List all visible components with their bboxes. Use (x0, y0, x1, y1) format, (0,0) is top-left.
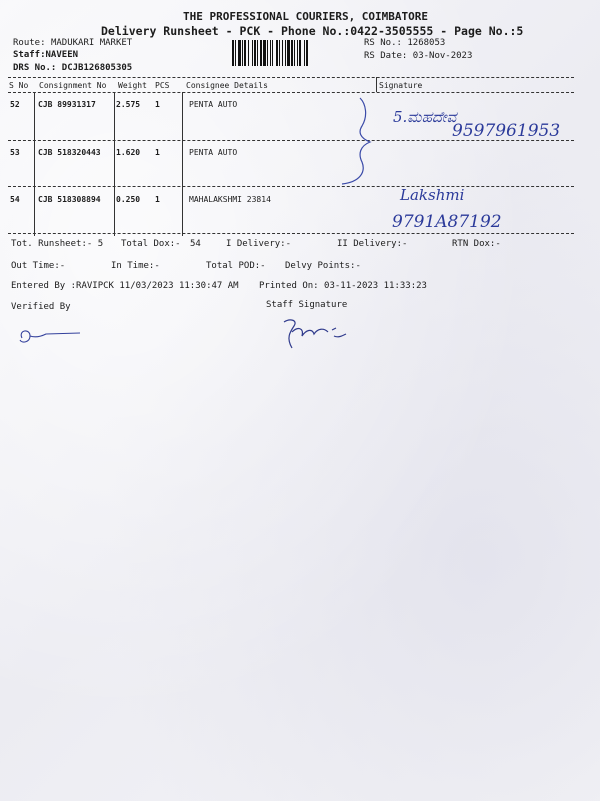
col-divider-2 (114, 92, 115, 236)
ii-delivery: II Delivery:- (337, 239, 408, 249)
row-sno: 52 (10, 100, 20, 109)
drs-label: DRS No.: (13, 63, 57, 73)
col-divider-3 (182, 92, 183, 236)
row-weight: 1.620 (116, 148, 141, 157)
verified-by: Verified By (11, 302, 71, 312)
rs-date-label: RS Date: (364, 51, 408, 61)
out-time: Out Time:- (11, 261, 66, 271)
row-consignment: CJB 518308894 (38, 195, 101, 204)
table-top-rule (8, 77, 574, 78)
signature-1-text: 5.ಮಹದೇವ (393, 108, 457, 126)
col-consignee: Consignee Details (186, 81, 268, 90)
rtn-dox: RTN Dox:- (452, 239, 501, 249)
col-consignment: Consignment No (39, 81, 107, 90)
row-consignee: PENTA AUTO (189, 148, 238, 157)
row-consignee: MAHALAKSHMI 23814 (189, 195, 271, 204)
row-sno: 54 (10, 195, 20, 204)
verifier-signature (16, 324, 86, 348)
route-label: Route: (13, 38, 46, 48)
row-consignee: PENTA AUTO (189, 100, 238, 109)
staff-line (13, 50, 78, 60)
tot-runsheet: Tot. Runsheet:- 5 (11, 239, 104, 249)
row-sno: 53 (10, 148, 20, 157)
staff-value: NAVEEN (45, 50, 79, 60)
col-sno: S No (9, 81, 29, 90)
rs-no-label: RS No.: (364, 38, 402, 48)
table-header-rule (8, 92, 574, 93)
barcode-image (232, 40, 358, 66)
rs-no-line (364, 38, 445, 48)
row-rule (8, 186, 574, 187)
signature-2-phone: 9791A87192 (392, 212, 502, 232)
rs-date-value: 03-Nov-2023 (412, 51, 473, 61)
col-signature: Signature (379, 81, 423, 90)
company-title: THE PROFESSIONAL COURIERS, COIMBATORE (183, 10, 429, 23)
entered-by: Entered By :RAVIPCK 11/03/2023 11:30:47 AM (11, 281, 239, 291)
row-consignment: CJB 518320443 (38, 148, 101, 157)
rs-date-line (364, 51, 472, 61)
row-weight: 0.250 (116, 195, 141, 204)
signature-2-text: Lakshmi (400, 186, 465, 204)
delvy-points: Delvy Points:- (285, 261, 361, 271)
printed-on: Printed On: 03-11-2023 11:33:23 (259, 281, 427, 291)
total-dox-label: Total Dox:- (121, 239, 181, 249)
drs-value: DCJB126805305 (61, 63, 133, 73)
signature-col-divider (376, 77, 377, 92)
row-pcs: 1 (155, 195, 160, 204)
table-bottom-rule (8, 233, 574, 234)
staff-signature-mark (276, 314, 354, 354)
row-consignment: CJB 89931317 (38, 100, 96, 109)
drs-line (13, 63, 132, 73)
row-pcs: 1 (155, 148, 160, 157)
route-line (13, 38, 132, 48)
signature-1-phone: 9597961953 (452, 121, 561, 141)
staff-signature-label: Staff Signature (266, 300, 348, 310)
total-dox-value: 54 (190, 239, 201, 249)
handwritten-bracket (330, 96, 376, 188)
in-time: In Time:- (111, 261, 160, 271)
i-delivery: I Delivery:- (226, 239, 292, 249)
rs-no-value: 1268053 (407, 38, 446, 48)
col-divider-1 (34, 92, 35, 236)
row-weight: 2.575 (116, 100, 141, 109)
total-pod: Total POD:- (206, 261, 266, 271)
route-value: MADUKARI MARKET (50, 38, 133, 48)
runsheet-subtitle: Delivery Runsheet - PCK - Phone No.:0422-3505555 - Page No.:5 (101, 24, 524, 38)
col-pcs: PCS (155, 81, 170, 90)
col-weight: Weight (118, 81, 147, 90)
staff-label: Staff: (13, 50, 46, 60)
row-pcs: 1 (155, 100, 160, 109)
